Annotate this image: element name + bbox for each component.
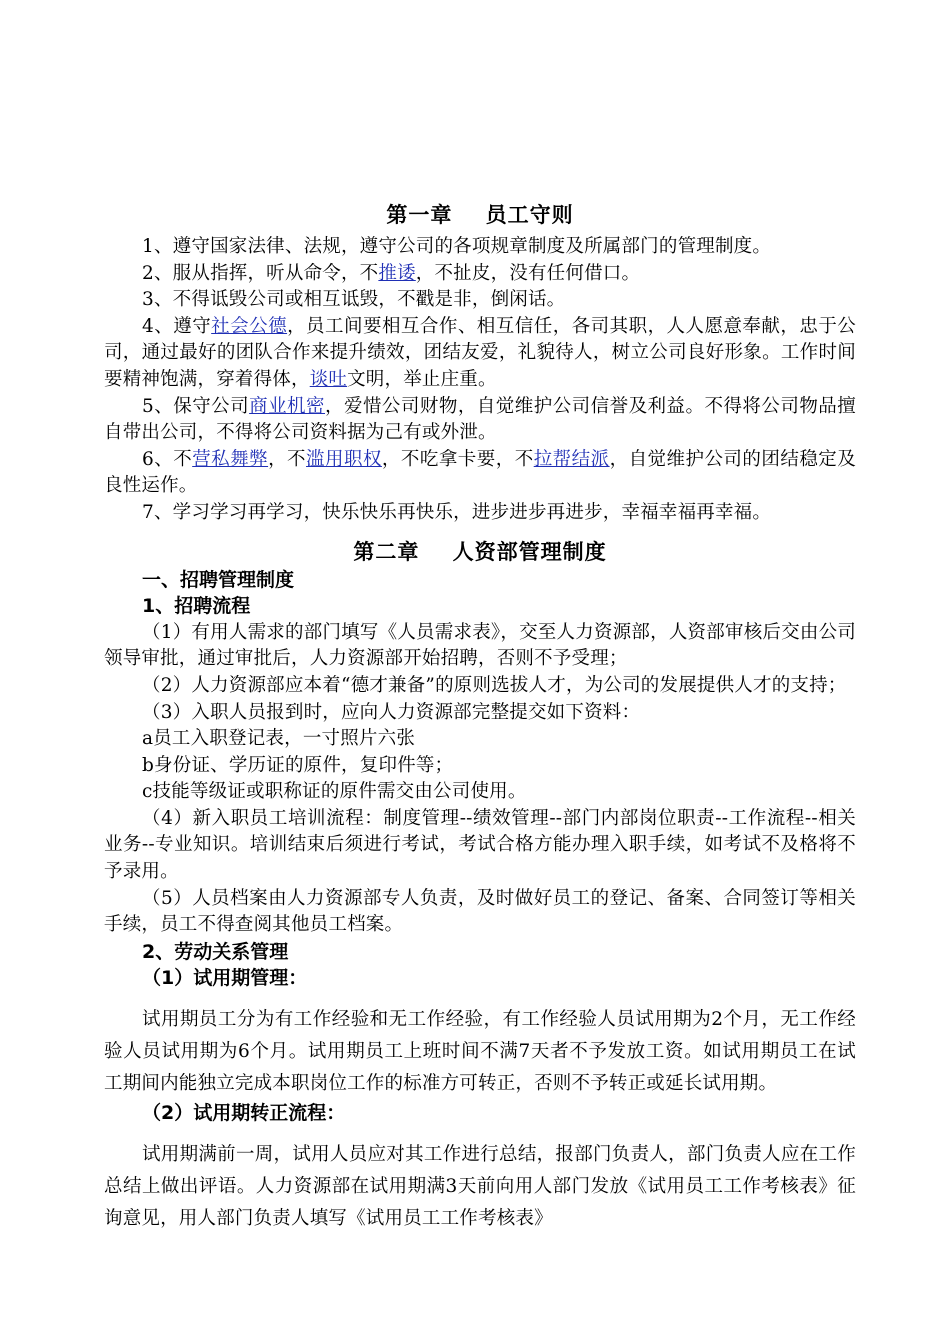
subsection-labor-relations-heading: 2、劳动关系管理 — [142, 940, 289, 963]
rule-3 — [104, 287, 856, 314]
link-shangye-jimi[interactable]: 商业机密 — [249, 395, 326, 417]
recruit-item-3: （3）入职人员报到时，应向人力资源部完整提交如下资料： — [142, 701, 641, 723]
section-recruitment-heading: 一、招聘管理制度 — [142, 568, 295, 591]
rule-6-text-a: 6、不 — [142, 448, 193, 470]
chapter-1-rules — [104, 234, 856, 527]
chapter-2-title: 第二章 人资部管理制度 — [353, 539, 607, 564]
rule-2 — [104, 261, 856, 288]
recruit-item-3c: c技能等级证或职称证的原件需交由公司使用。 — [142, 781, 527, 803]
rule-1 — [104, 234, 856, 261]
rule-2-text-b: ，不扯皮，没有任何借口。 — [415, 262, 641, 284]
subsection-recruitment-process-heading: 1、招聘流程 — [142, 595, 251, 618]
rule-5-text-a: 5、保守公司 — [142, 395, 250, 417]
rule-2-text-a: 2、服从指挥，听从命令，不 — [142, 262, 379, 284]
rule-5-text-b: ，爱惜公司财物，自觉维护公司信誉及利益。不得将公司物品擅自带出公司，不得将公司资料据为己有或外泄。 — [104, 395, 856, 444]
link-tantu[interactable]: 谈吐 — [309, 368, 348, 390]
rule-4 — [104, 314, 856, 394]
rule-6-text-b: ，不 — [268, 448, 307, 470]
rule-6 — [104, 447, 856, 500]
rule-4-text-c: 文明，举止庄重。 — [347, 368, 497, 390]
link-labang-jiepai[interactable]: 拉帮结派 — [533, 448, 610, 470]
probation-management-heading: （1）试用期管理： — [142, 967, 308, 990]
probation-management-text: 试用期员工分为有工作经验和无工作经验，有工作经验人员试用期为2个月，无工作经验人员试用期为6个月。试用期员工上班时间不满7天者不予发放工资。如试用期员工在试工期间内能独立完成本职岗位工作的标准方可转正，否则不予转正或延长试用期。 — [104, 1009, 856, 1095]
document-page — [104, 200, 856, 1235]
rule-7-text: 7、学习学习再学习，快乐快乐再快乐，进步进步再进步，幸福幸福再幸福。 — [142, 501, 772, 523]
link-yingsi-wubi[interactable]: 营私舞弊 — [192, 448, 269, 470]
rule-5 — [104, 394, 856, 447]
link-tuiwei[interactable]: 推诿 — [378, 262, 416, 284]
rule-1-text: 1、遵守国家法律、法规，遵守公司的各项规章制度及所属部门的管理制度。 — [142, 236, 772, 257]
recruit-item-5: （5）人员档案由人力资源部专人负责，及时做好员工的登记、备案、合同签订等相关手续，员工不得查阅其他员工档案。 — [104, 887, 856, 936]
probation-regularization-heading: （2）试用期转正流程： — [142, 1102, 346, 1125]
rule-3-text: 3、不得诋毁公司或相互诋毁，不戳是非，倒闲话。 — [142, 289, 566, 311]
recruit-item-1: （1）有用人需求的部门填写《人员需求表》，交至人力资源部，人资部审核后交由公司领导审批，通过审批后，人力资源部开始招聘，否则不予受理； — [104, 621, 856, 670]
rule-4-text-a: 4、遵守 — [142, 315, 212, 337]
probation-regularization-text: 试用期满前一周，试用人员应对其工作进行总结，报部门负责人，部门负责人应在工作总结上做出评语。人力资源部在试用期满3天前向用人部门发放《试用员工工作考核表》征询意见，用人部门负责人填写《试用员工工作考核表》 — [104, 1143, 856, 1229]
rule-6-text-c: ，不吃拿卡要，不 — [381, 448, 534, 470]
link-lanyong-zhiquan[interactable]: 滥用职权 — [306, 448, 382, 470]
recruit-item-4: （4）新入职员工培训流程：制度管理--绩效管理--部门内部岗位职责--工作流程--相关业务--专业知识。培训结束后须进行考试，考试合格方能办理入职手续，如考试不及格将不予录用。 — [104, 807, 856, 883]
rule-7 — [104, 500, 856, 527]
chapter-1-title: 第一章 员工守则 — [386, 203, 574, 227]
recruit-item-2: （2）人力资源部应本着“德才兼备”的原则选拔人才，为公司的发展提供人才的支持； — [142, 674, 847, 696]
rule-4-text-b: ，员工间要相互合作、相互信任，各司其职，人人愿意奉献，忠于公司，通过最好的团队合作来提升绩效，团结友爱，礼貌待人，树立公司良好形象。工作时间要精神饱满，穿着得体， — [104, 315, 856, 390]
recruit-item-3b: b身份证、学历证的原件，复印件等； — [142, 754, 454, 776]
recruitment-items — [104, 620, 856, 939]
recruit-item-3a: a员工入职登记表，一寸照片六张 — [142, 728, 416, 750]
link-shehui-gongde[interactable]: 社会公德 — [211, 315, 288, 337]
rule-6-text-d: ，自觉维护公司的团结稳定及良性运作。 — [104, 448, 856, 497]
